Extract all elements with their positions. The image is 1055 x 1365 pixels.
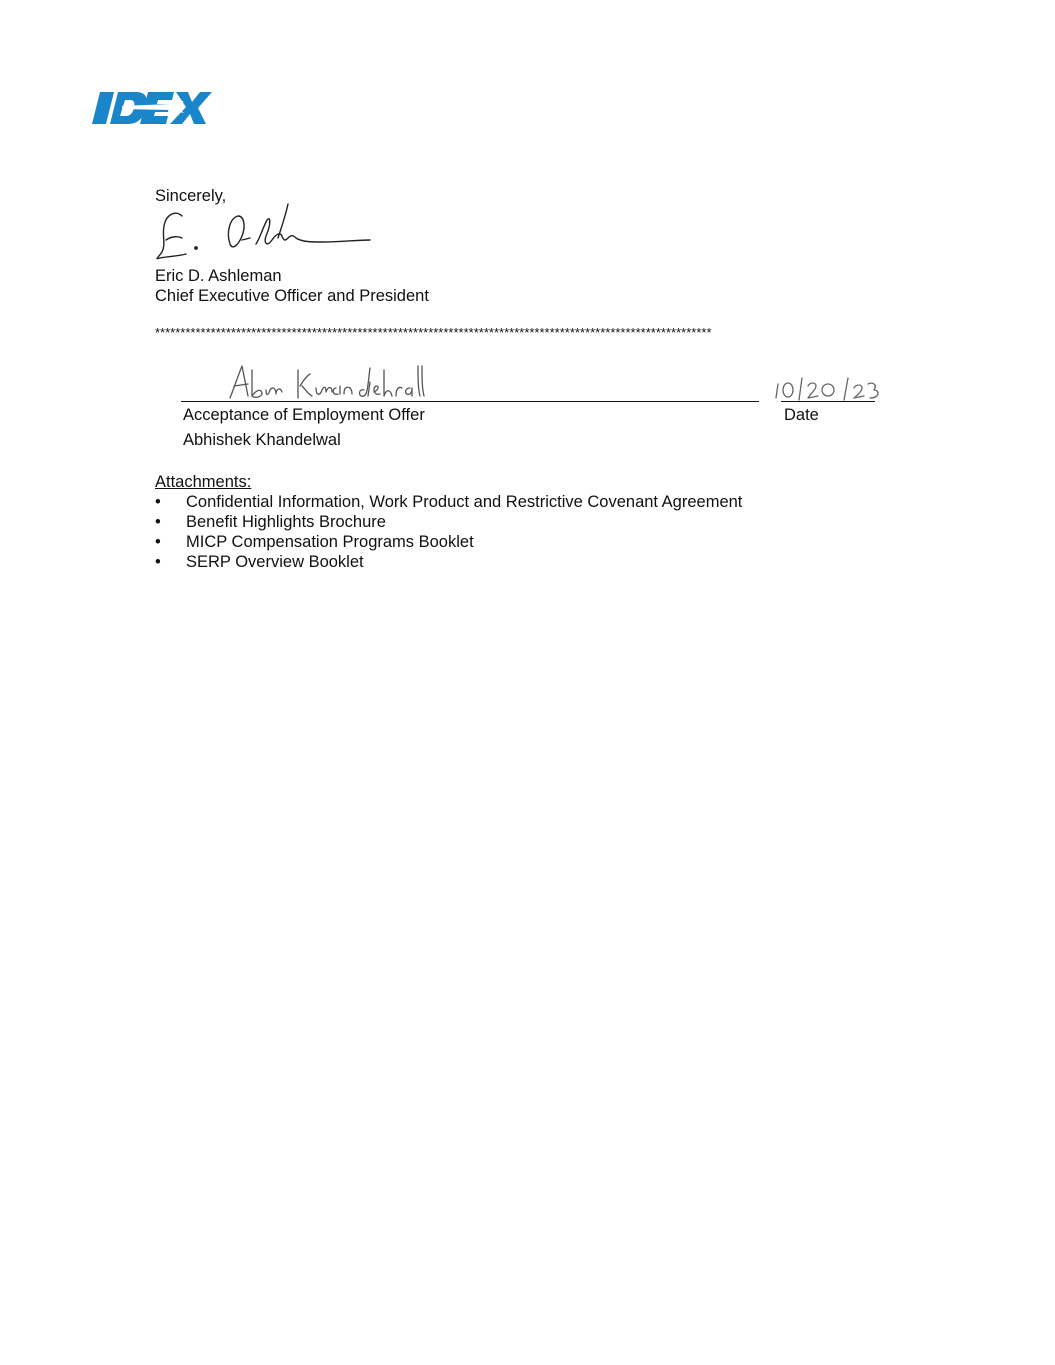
- signer-name: Eric D. Ashleman: [155, 267, 282, 285]
- employee-signature: [222, 362, 442, 404]
- separator-line: **************************************************************************************************************: [155, 325, 712, 340]
- date-handwritten: [772, 374, 892, 404]
- bullet-icon: •: [155, 533, 161, 551]
- bullet-icon: •: [155, 493, 161, 511]
- attachment-label: Benefit Highlights Brochure: [186, 513, 386, 531]
- ceo-signature: [152, 200, 382, 266]
- date-label: Date: [784, 406, 819, 424]
- bullet-icon: •: [155, 553, 161, 571]
- signer-title: Chief Executive Officer and President: [155, 287, 429, 305]
- employee-name: Abhishek Khandelwal: [183, 431, 341, 449]
- acceptance-label: Acceptance of Employment Offer: [183, 406, 425, 424]
- closing-salutation: Sincerely,: [155, 187, 227, 205]
- attachment-label: MICP Compensation Programs Booklet: [186, 533, 474, 551]
- attachment-label: Confidential Information, Work Product and Restrictive Covenant Agreement: [186, 493, 743, 511]
- idex-logo: [92, 90, 212, 128]
- acceptance-signature-line: [181, 401, 759, 402]
- attachments-title: Attachments:: [155, 473, 252, 491]
- attachment-label: SERP Overview Booklet: [186, 553, 364, 571]
- bullet-icon: •: [155, 513, 161, 531]
- date-line: [781, 401, 875, 402]
